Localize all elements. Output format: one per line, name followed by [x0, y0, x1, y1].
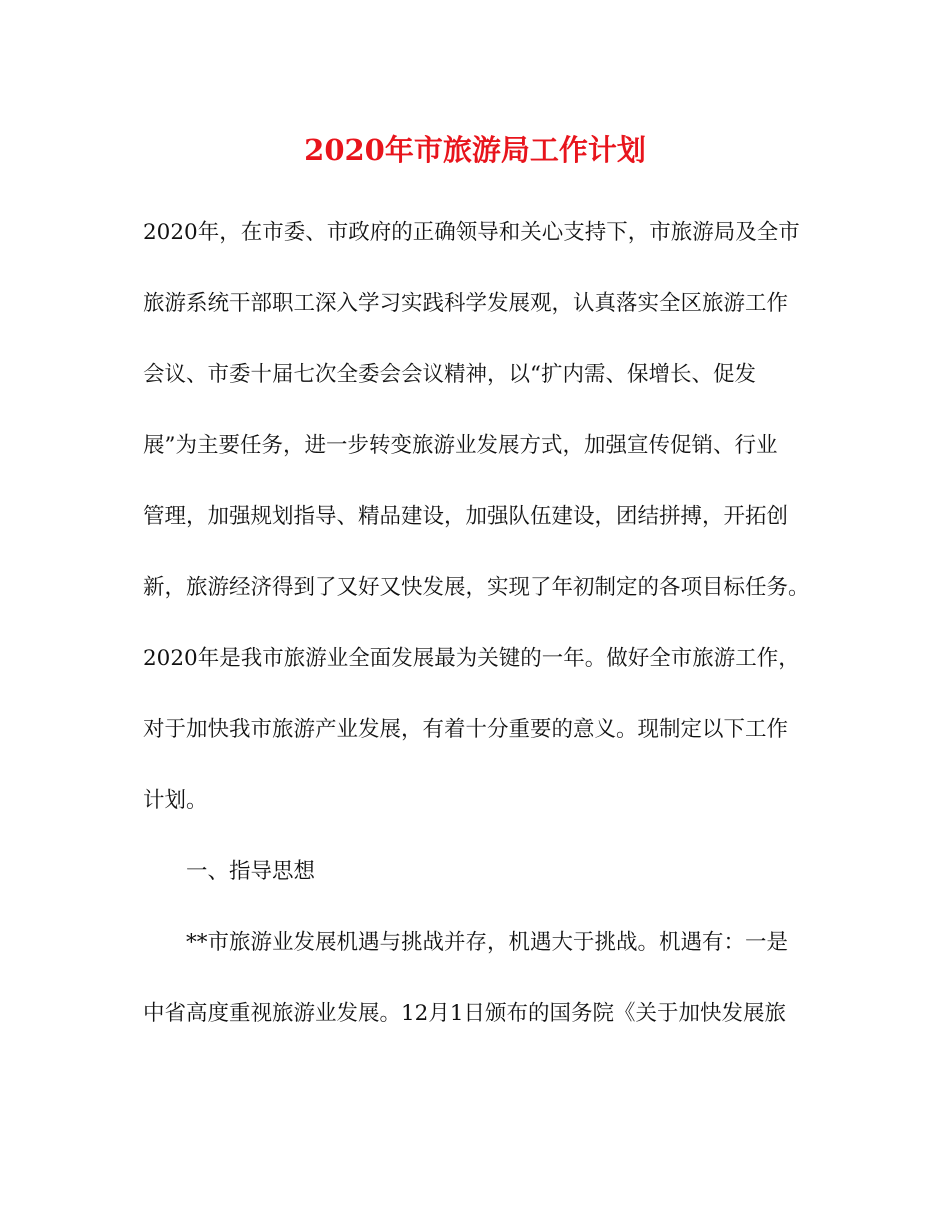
section-heading: 一、指导思想 [186, 859, 316, 884]
paragraph-line: 展”为主要任务，进一步转变旅游业发展方式，加强宣传促销、行业 [143, 433, 778, 458]
paragraph-line: 2020年，在市委、市政府的正确领导和关心支持下，市旅游局及全市 [143, 220, 800, 245]
paragraph-line: **市旅游业发展机遇与挑战并存，机遇大于挑战。机遇有：一是 [186, 930, 789, 955]
paragraph-line: 会议、市委十届七次全委会会议精神，以“扩内需、保增长、促发 [143, 362, 756, 387]
paragraph-line: 管理，加强规划指导、精品建设，加强队伍建设，团结拼搏，开拓创 [143, 504, 789, 529]
paragraph-line: 计划。 [143, 788, 208, 813]
paragraph-line: 对于加快我市旅游产业发展，有着十分重要的意义。现制定以下工作 [143, 717, 789, 742]
document-title: 2020年市旅游局工作计划 [304, 133, 646, 167]
paragraph-line: 2020年是我市旅游业全面发展最为关键的一年。做好全市旅游工作， [143, 646, 800, 671]
paragraph-line: 新，旅游经济得到了又好又快发展，实现了年初制定的各项目标任务。 [143, 575, 810, 600]
paragraph-line: 旅游系统干部职工深入学习实践科学发展观，认真落实全区旅游工作 [143, 291, 789, 316]
paragraph-line: 中省高度重视旅游业发展。12月1日颁布的国务院《关于加快发展旅 [143, 1001, 787, 1026]
